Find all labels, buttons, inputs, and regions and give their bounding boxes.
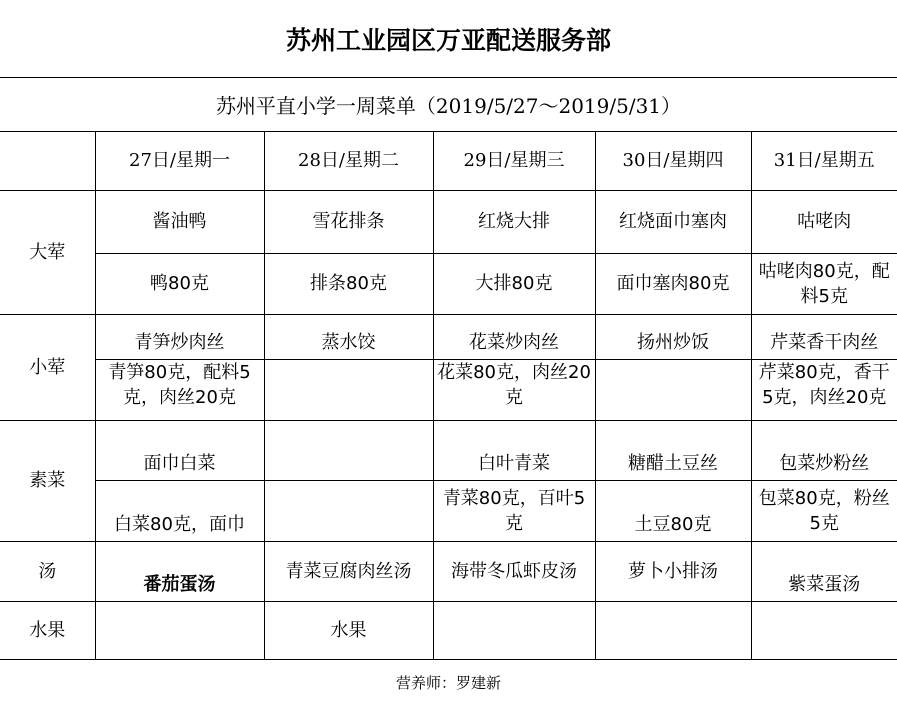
vegetable-dish <box>264 420 433 480</box>
small-meat-dish: 花菜炒肉丝 <box>433 314 595 359</box>
main-meat-amount-row <box>0 253 897 314</box>
day-header-thu: 30日/星期四 <box>595 132 751 190</box>
main-meat-dish-row <box>0 190 897 253</box>
small-meat-dish: 扬州炒饭 <box>595 314 751 359</box>
vegetable-amount <box>264 480 433 541</box>
small-meat-dish: 蒸水饺 <box>264 314 433 359</box>
main-meat-dish: 红烧大排 <box>433 190 595 253</box>
main-meat-amount: 面巾塞肉80克 <box>595 253 751 314</box>
fruit-item <box>433 601 595 659</box>
vegetable-dish-row <box>0 420 897 480</box>
category-vegetable: 素菜 <box>0 420 95 541</box>
day-header-tue: 28日/星期二 <box>264 132 433 190</box>
soup-item: 紫菜蛋汤 <box>751 541 897 601</box>
main-meat-dish: 咕咾肉 <box>751 190 897 253</box>
main-meat-dish: 红烧面巾塞肉 <box>595 190 751 253</box>
small-meat-amount-row <box>0 359 897 420</box>
vegetable-amount: 白菜80克，面巾 <box>95 480 264 541</box>
category-fruit: 水果 <box>0 601 95 659</box>
fruit-item <box>751 601 897 659</box>
weekly-menu-table <box>0 132 897 659</box>
nutritionist-signature: 营养师：罗建新 <box>0 659 897 704</box>
day-header-row <box>0 132 897 190</box>
soup-row <box>0 541 897 601</box>
day-header-fri: 31日/星期五 <box>751 132 897 190</box>
main-meat-amount: 排条80克 <box>264 253 433 314</box>
vegetable-dish: 糖醋土豆丝 <box>595 420 751 480</box>
main-meat-dish: 酱油鸭 <box>95 190 264 253</box>
vegetable-amount: 青菜80克，百叶5克 <box>433 480 595 541</box>
soup-item: 青菜豆腐肉丝汤 <box>264 541 433 601</box>
vegetable-dish: 白叶青菜 <box>433 420 595 480</box>
fruit-item: 水果 <box>264 601 433 659</box>
menu-title: 苏州平直小学一周菜单（2019/5/27～2019/5/31） <box>0 78 897 132</box>
category-soup: 汤 <box>0 541 95 601</box>
vegetable-amount: 包菜80克，粉丝5克 <box>751 480 897 541</box>
company-title: 苏州工业园区万亚配送服务部 <box>0 0 897 78</box>
category-main-meat: 大荤 <box>0 190 95 314</box>
main-meat-amount: 大排80克 <box>433 253 595 314</box>
fruit-item <box>95 601 264 659</box>
vegetable-amount: 土豆80克 <box>595 480 751 541</box>
main-meat-amount: 咕咾肉80克，配料5克 <box>751 253 897 314</box>
small-meat-dish-row <box>0 314 897 359</box>
small-meat-amount: 花菜80克，肉丝20克 <box>433 359 595 420</box>
main-meat-dish: 雪花排条 <box>264 190 433 253</box>
small-meat-amount: 芹菜80克，香干5克，肉丝20克 <box>751 359 897 420</box>
small-meat-amount <box>264 359 433 420</box>
small-meat-dish: 青笋炒肉丝 <box>95 314 264 359</box>
corner-cell <box>0 132 95 190</box>
small-meat-dish: 芹菜香干肉丝 <box>751 314 897 359</box>
vegetable-dish: 包菜炒粉丝 <box>751 420 897 480</box>
small-meat-amount <box>595 359 751 420</box>
vegetable-amount-row <box>0 480 897 541</box>
main-meat-amount: 鸭80克 <box>95 253 264 314</box>
category-small-meat: 小荤 <box>0 314 95 420</box>
soup-item: 番茄蛋汤 <box>95 541 264 601</box>
day-header-wed: 29日/星期三 <box>433 132 595 190</box>
fruit-row <box>0 601 897 659</box>
soup-item: 萝卜小排汤 <box>595 541 751 601</box>
day-header-mon: 27日/星期一 <box>95 132 264 190</box>
fruit-item <box>595 601 751 659</box>
soup-item: 海带冬瓜虾皮汤 <box>433 541 595 601</box>
vegetable-dish: 面巾白菜 <box>95 420 264 480</box>
small-meat-amount: 青笋80克，配料5克，肉丝20克 <box>95 359 264 420</box>
